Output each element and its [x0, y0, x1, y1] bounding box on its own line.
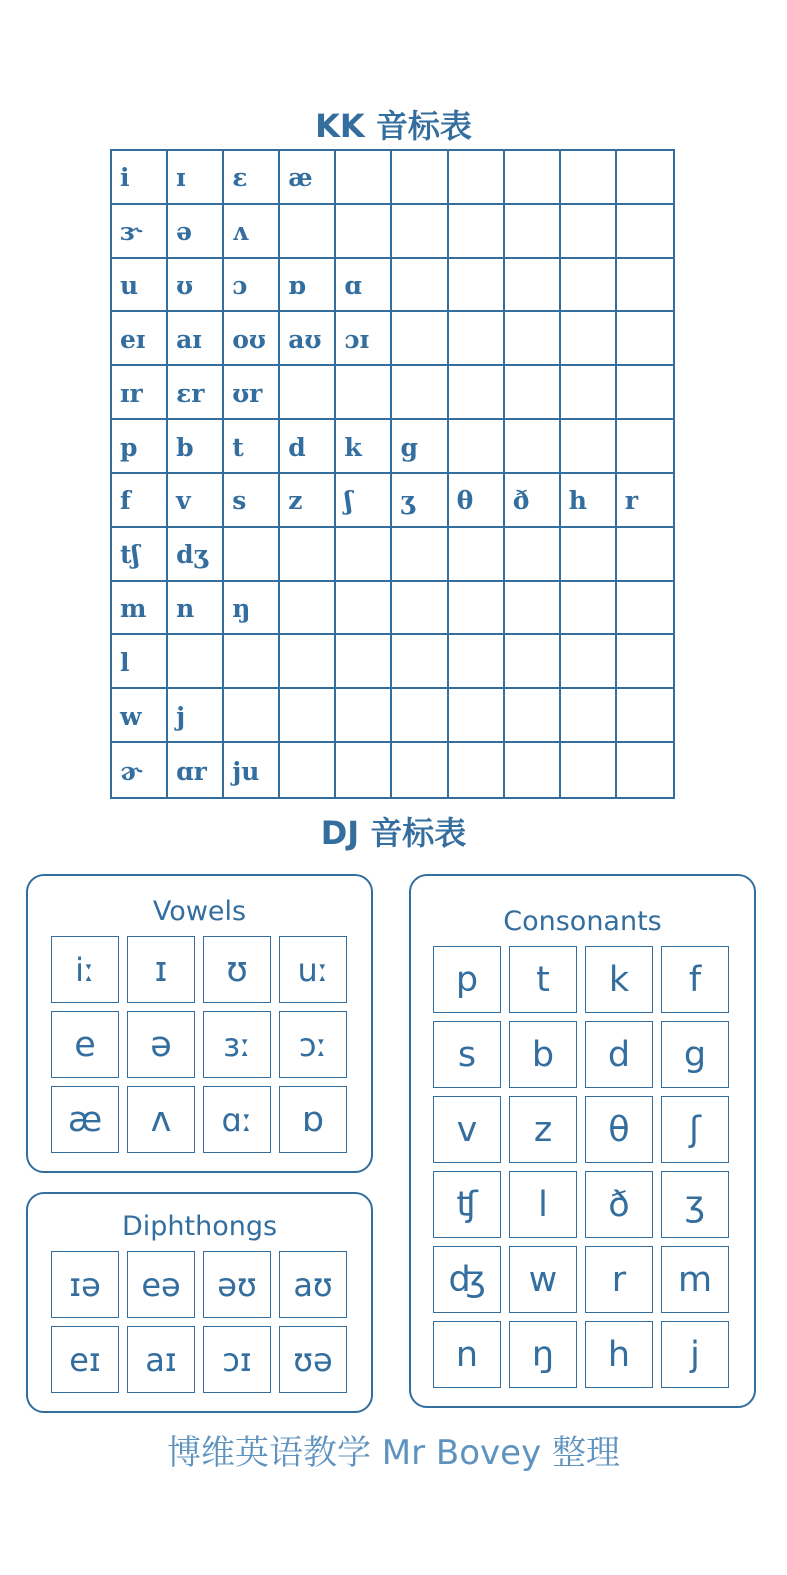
consonant-cell: r: [585, 1246, 653, 1313]
kk-cell: eɪ: [112, 312, 168, 366]
kk-cell: j: [168, 689, 224, 743]
vowels-heading: Vowels: [152, 896, 247, 927]
consonant-cell: ʒ: [661, 1171, 729, 1238]
consonant-cell: t: [509, 946, 577, 1013]
diphthongs-heading: Diphthongs: [121, 1211, 278, 1242]
kk-cell: [617, 528, 673, 582]
kk-cell: [617, 259, 673, 313]
kk-cell: ɪ: [168, 151, 224, 205]
kk-cell: [392, 743, 448, 797]
kk-cell: [561, 743, 617, 797]
kk-cell: [505, 151, 561, 205]
kk-cell: tʃ: [112, 528, 168, 582]
kk-cell: ɑ: [336, 259, 392, 313]
consonants-panel: [409, 874, 756, 1408]
kk-cell: [224, 689, 280, 743]
kk-cell: [280, 582, 336, 636]
kk-cell: [561, 259, 617, 313]
kk-cell: [505, 259, 561, 313]
kk-cell: ɔɪ: [336, 312, 392, 366]
kk-cell: i: [112, 151, 168, 205]
kk-cell: p: [112, 420, 168, 474]
kk-cell: t: [224, 420, 280, 474]
kk-cell: [617, 635, 673, 689]
consonant-cell: k: [585, 946, 653, 1013]
kk-cell: [561, 151, 617, 205]
kk-cell: u: [112, 259, 168, 313]
kk-cell: ʊ: [168, 259, 224, 313]
kk-cell: [617, 205, 673, 259]
kk-cell: n: [168, 582, 224, 636]
kk-cell: [561, 420, 617, 474]
kk-cell: s: [224, 474, 280, 528]
kk-cell: ɑr: [168, 743, 224, 797]
kk-cell: [505, 312, 561, 366]
vowel-cell: æ: [51, 1086, 119, 1153]
kk-cell: [561, 312, 617, 366]
kk-cell: [617, 689, 673, 743]
consonant-cell: ð: [585, 1171, 653, 1238]
diphthongs-panel: [26, 1192, 373, 1413]
kk-cell: [449, 689, 505, 743]
consonants-grid: [433, 946, 729, 1388]
kk-cell: [280, 205, 336, 259]
kk-cell: [617, 312, 673, 366]
kk-chart-title: KK 音标表: [315, 107, 472, 145]
consonant-cell: f: [661, 946, 729, 1013]
kk-cell: r: [617, 474, 673, 528]
consonant-cell: s: [433, 1021, 501, 1088]
kk-cell: [224, 635, 280, 689]
kk-cell: [617, 151, 673, 205]
kk-cell: [561, 689, 617, 743]
kk-cell: [505, 582, 561, 636]
diphthong-cell: ʊə: [279, 1326, 347, 1393]
kk-cell: [449, 151, 505, 205]
kk-cell: [449, 205, 505, 259]
kk-cell: m: [112, 582, 168, 636]
kk-cell: h: [561, 474, 617, 528]
kk-cell: [336, 689, 392, 743]
kk-cell: [336, 635, 392, 689]
kk-cell: [336, 528, 392, 582]
kk-cell: aɪ: [168, 312, 224, 366]
kk-cell: [505, 366, 561, 420]
kk-cell: [280, 743, 336, 797]
kk-cell: ɒ: [280, 259, 336, 313]
kk-cell: ʌ: [224, 205, 280, 259]
kk-cell: [280, 528, 336, 582]
kk-cell: [561, 205, 617, 259]
diphthong-cell: aɪ: [127, 1326, 195, 1393]
kk-cell: ɔ: [224, 259, 280, 313]
vowel-cell: ɜː: [203, 1011, 271, 1078]
kk-cell: [449, 528, 505, 582]
kk-cell: z: [280, 474, 336, 528]
kk-cell: [449, 312, 505, 366]
diphthong-cell: eə: [127, 1251, 195, 1318]
vowel-cell: ə: [127, 1011, 195, 1078]
vowel-cell: iː: [51, 936, 119, 1003]
kk-cell: [449, 743, 505, 797]
kk-cell: ɝ: [112, 205, 168, 259]
kk-cell: aʊ: [280, 312, 336, 366]
diphthong-cell: aʊ: [279, 1251, 347, 1318]
kk-cell: æ: [280, 151, 336, 205]
kk-cell: l: [112, 635, 168, 689]
consonant-cell: m: [661, 1246, 729, 1313]
kk-cell: [392, 635, 448, 689]
consonant-cell: n: [433, 1321, 501, 1388]
kk-cell: ŋ: [224, 582, 280, 636]
dj-chart-title: DJ 音标表: [320, 814, 467, 852]
consonant-cell: ʃ: [661, 1096, 729, 1163]
kk-cell: d: [280, 420, 336, 474]
kk-cell: w: [112, 689, 168, 743]
consonant-cell: d: [585, 1021, 653, 1088]
vowel-cell: ɒ: [279, 1086, 347, 1153]
consonant-cell: w: [509, 1246, 577, 1313]
kk-cell: ə: [168, 205, 224, 259]
footer-credit: 博维英语教学 Mr Bovey 整理: [166, 1433, 621, 1473]
kk-cell: [449, 582, 505, 636]
consonant-cell: l: [509, 1171, 577, 1238]
vowels-panel: [26, 874, 373, 1173]
kk-cell: [449, 259, 505, 313]
kk-phonetic-table: [110, 149, 675, 799]
kk-cell: [561, 582, 617, 636]
diphthong-cell: əʊ: [203, 1251, 271, 1318]
kk-cell: [505, 689, 561, 743]
kk-cell: [561, 635, 617, 689]
diphthongs-grid: [51, 1251, 347, 1393]
consonant-cell: p: [433, 946, 501, 1013]
kk-cell: [449, 366, 505, 420]
vowel-cell: ʌ: [127, 1086, 195, 1153]
kk-cell: [168, 635, 224, 689]
kk-cell: ʊr: [224, 366, 280, 420]
consonant-cell: b: [509, 1021, 577, 1088]
kk-cell: [392, 151, 448, 205]
kk-cell: [617, 582, 673, 636]
diphthong-cell: eɪ: [51, 1326, 119, 1393]
kk-cell: [505, 743, 561, 797]
kk-cell: θ: [449, 474, 505, 528]
kk-cell: [280, 689, 336, 743]
consonant-cell: ʧ: [433, 1171, 501, 1238]
consonant-cell: g: [661, 1021, 729, 1088]
kk-cell: [392, 366, 448, 420]
consonant-cell: h: [585, 1321, 653, 1388]
kk-cell: [336, 205, 392, 259]
kk-cell: [336, 366, 392, 420]
kk-cell: ʃ: [336, 474, 392, 528]
kk-cell: ɪr: [112, 366, 168, 420]
diphthong-cell: ɔɪ: [203, 1326, 271, 1393]
vowel-cell: ʊ: [203, 936, 271, 1003]
kk-cell: [280, 635, 336, 689]
consonant-cell: ʤ: [433, 1246, 501, 1313]
kk-cell: [505, 528, 561, 582]
kk-cell: dʒ: [168, 528, 224, 582]
kk-cell: [505, 635, 561, 689]
kk-cell: [336, 582, 392, 636]
kk-cell: oʊ: [224, 312, 280, 366]
kk-cell: b: [168, 420, 224, 474]
kk-cell: [449, 420, 505, 474]
kk-cell: [392, 689, 448, 743]
kk-cell: ɛ: [224, 151, 280, 205]
kk-cell: [392, 312, 448, 366]
vowel-cell: ɪ: [127, 936, 195, 1003]
kk-cell: v: [168, 474, 224, 528]
kk-cell: [392, 582, 448, 636]
consonant-cell: v: [433, 1096, 501, 1163]
consonant-cell: z: [509, 1096, 577, 1163]
vowel-cell: ɔː: [279, 1011, 347, 1078]
kk-cell: [561, 366, 617, 420]
consonant-cell: ŋ: [509, 1321, 577, 1388]
kk-cell: ɛr: [168, 366, 224, 420]
vowel-cell: uː: [279, 936, 347, 1003]
kk-cell: [449, 635, 505, 689]
vowels-grid: [51, 936, 347, 1153]
kk-cell: g: [392, 420, 448, 474]
kk-cell: [224, 528, 280, 582]
kk-cell: ʒ: [392, 474, 448, 528]
vowel-cell: e: [51, 1011, 119, 1078]
kk-cell: ɚ: [112, 743, 168, 797]
kk-cell: [561, 528, 617, 582]
kk-cell: [392, 205, 448, 259]
kk-cell: f: [112, 474, 168, 528]
consonant-cell: j: [661, 1321, 729, 1388]
vowel-cell: ɑː: [203, 1086, 271, 1153]
kk-cell: ð: [505, 474, 561, 528]
diphthong-cell: ɪə: [51, 1251, 119, 1318]
kk-cell: [336, 151, 392, 205]
kk-cell: [617, 366, 673, 420]
kk-cell: [505, 420, 561, 474]
kk-cell: ju: [224, 743, 280, 797]
kk-cell: [617, 420, 673, 474]
consonant-cell: θ: [585, 1096, 653, 1163]
kk-cell: [392, 259, 448, 313]
kk-cell: [280, 366, 336, 420]
kk-cell: [505, 205, 561, 259]
consonants-heading: Consonants: [503, 906, 662, 937]
kk-cell: [336, 743, 392, 797]
kk-cell: [617, 743, 673, 797]
kk-cell: [392, 528, 448, 582]
kk-cell: k: [336, 420, 392, 474]
